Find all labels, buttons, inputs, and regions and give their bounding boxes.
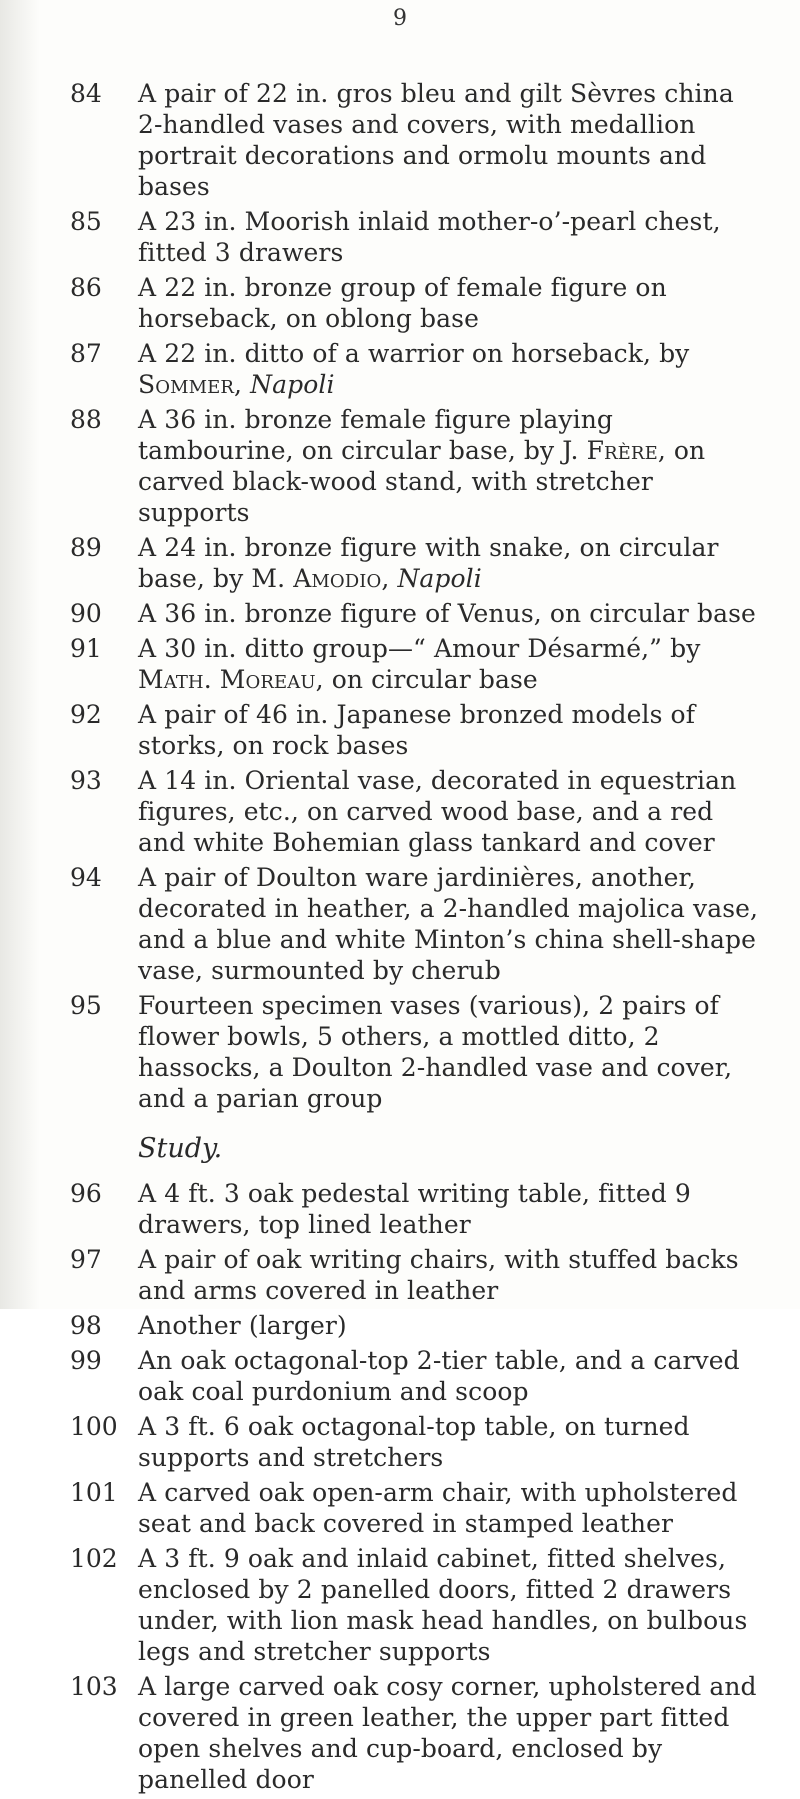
lot-description: A 4 ft. 3 oak pedestal writing table, fitted 9 drawers, top lined leather [138,1179,691,1239]
lot-number: 94 [70,863,102,892]
lot-number: 85 [70,207,102,236]
lot-description: A 3 ft. 6 oak octagonal-top table, on turned supports and stretchers [138,1412,690,1472]
lot-number: 89 [70,533,102,562]
lot-number: 102 [70,1544,118,1573]
lot-description [138,633,766,695]
lot-text: A 24 in. bronze figure with snake, on circular base, by [138,533,719,593]
lot-entry-91 [70,633,770,695]
lot-number: 90 [70,599,102,628]
lot-description: An oak octagonal-top 2-tier table, and a carved oak coal purdonium and scoop [138,1346,740,1406]
page-edge-shadow [0,0,40,1309]
lot-number: 95 [70,991,102,1020]
lot-number: 88 [70,405,102,434]
lot-description [138,532,766,594]
lot-number: 86 [70,273,102,302]
lot-text: A 36 in. bronze female figure playing tambourine, on circular base, by [138,405,614,465]
lot-text: , on circular base [315,665,538,694]
lot-entry-102 [70,1543,770,1667]
lot-number: 103 [70,1672,118,1701]
lot-number: 92 [70,700,102,729]
lot-description [138,338,766,400]
lot-entry-96 [70,1178,770,1240]
lot-entry-89 [70,532,770,594]
lot-description: A 23 in. Moorish inlaid mother-o’-pearl chest, fitted 3 drawers [138,207,721,267]
lot-entry-87 [70,338,770,400]
lot-number: 98 [70,1311,102,1340]
lot-entry-95 [70,990,770,1114]
lot-entry-86 [70,272,770,334]
lot-number: 87 [70,339,102,368]
lot-description: Fourteen specimen vases (various), 2 pairs of flower bowls, 5 others, a mottled ditto, 2 hassocks, a Doulton 2-handled vase and cover, and a parian group [138,991,733,1113]
lot-entry-88 [70,404,770,528]
place-name: Napoli [250,370,335,399]
lot-description: Another (larger) [138,1311,347,1340]
lot-text: , [381,564,398,593]
lot-description: A 3 ft. 9 oak and inlaid cabinet, fitted shelves, enclosed by 2 panelled doors, fitted 2 drawers under, with lion mask head handles, on bulbous legs and stretcher supports [138,1544,748,1666]
lot-entry-93 [70,765,770,858]
maker-name: Math. Moreau [138,665,316,694]
lot-number: 97 [70,1245,102,1274]
lot-description: A 14 in. Oriental vase, decorated in equestrian figures, etc., on carved wood base, and a red and white Bohemian glass tankard and cover [138,766,737,857]
lot-text: , on carved black-wood stand, with stretcher supports [138,436,706,527]
lot-description: A pair of 22 in. gros bleu and gilt Sèvres china 2-handled vases and covers, with medallion portrait decorations and ormolu mounts and bases [138,79,734,201]
lot-description: A pair of oak writing chairs, with stuffed backs and arms covered in leather [138,1245,739,1305]
lot-text: , [234,370,251,399]
lot-number: 101 [70,1478,118,1507]
lot-description: A 36 in. bronze figure of Venus, on circular base [138,599,756,628]
place-name: Napoli [397,564,482,593]
maker-name: J. Frère [562,436,658,465]
lot-text: A 22 in. ditto of a warrior on horseback, by [138,339,690,368]
lot-number: 84 [70,79,102,108]
page-number: 9 [393,6,407,31]
lot-description: A 22 in. bronze group of female figure on horseback, on oblong base [138,273,667,333]
lot-entry-92 [70,699,770,761]
lot-description [138,404,766,528]
lot-entry-100 [70,1411,770,1473]
lot-entry-97 [70,1244,770,1306]
lot-number: 100 [70,1412,118,1441]
lot-entry-103 [70,1671,770,1795]
lot-text: A 30 in. ditto group—“ Amour Désarmé,” by [138,634,701,663]
lot-description: A large carved oak cosy corner, upholstered and covered in green leather, the upper part fitted open shelves and cup-board, enclosed by panelled door [138,1672,757,1794]
lot-description: A pair of 46 in. Japanese bronzed models of storks, on rock bases [138,700,696,760]
lot-list [70,78,770,1799]
lot-description: A carved oak open-arm chair, with upholstered seat and back covered in stamped leather [138,1478,738,1538]
lot-entry-84 [70,78,770,202]
lot-entry-101 [70,1477,770,1539]
maker-name: M. Amodio [251,564,382,593]
lot-number: 91 [70,634,102,663]
lot-entry-90 [70,598,770,629]
lot-entry-98 [70,1310,770,1341]
lot-entry-94 [70,862,770,986]
section-heading: Study. [138,1133,223,1164]
lot-entry-99 [70,1345,770,1407]
maker-name: Sommer [138,370,235,399]
lot-entry-85 [70,206,770,268]
lot-number: 99 [70,1346,102,1375]
lot-number: 96 [70,1179,102,1208]
lot-number: 93 [70,766,102,795]
lot-description: A pair of Doulton ware jardinières, another, decorated in heather, a 2-handled majolica vase, and a blue and white Minton’s china shell-shape vase, surmounted by cherub [138,863,759,985]
